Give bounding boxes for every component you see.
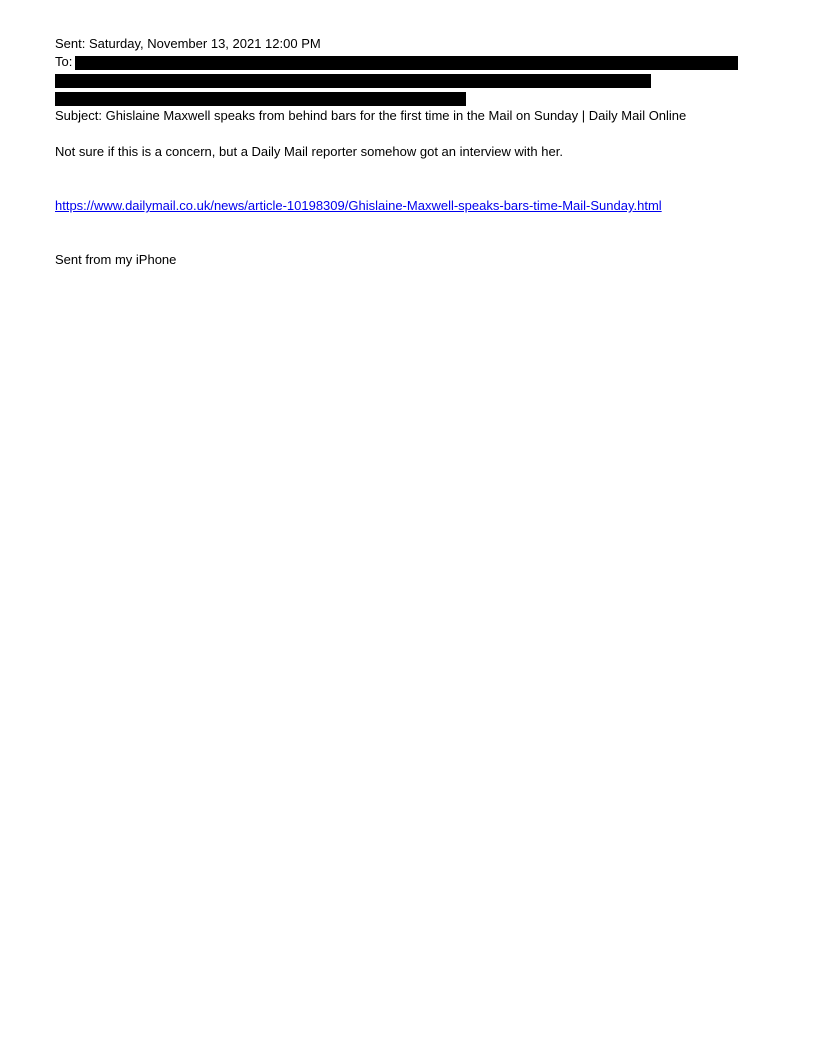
email-body: Not sure if this is a concern, but a Daily Mail reporter somehow got an interview with her. [55,144,563,159]
sent-line: Sent: Saturday, November 13, 2021 12:00 PM [55,36,321,51]
to-label: To: [55,54,73,69]
article-link[interactable]: https://www.dailymail.co.uk/news/article-10198309/Ghislaine-Maxwell-speaks-bars-time-Mail-Sunday.html [55,198,662,213]
redaction-bar [55,92,466,106]
redaction-bar [55,74,651,88]
signature: Sent from my iPhone [55,252,177,267]
redaction-bar [75,56,738,70]
subject-line: Subject: Ghislaine Maxwell speaks from behind bars for the first time in the Mail on Sunday | Daily Mail Online [55,108,687,123]
